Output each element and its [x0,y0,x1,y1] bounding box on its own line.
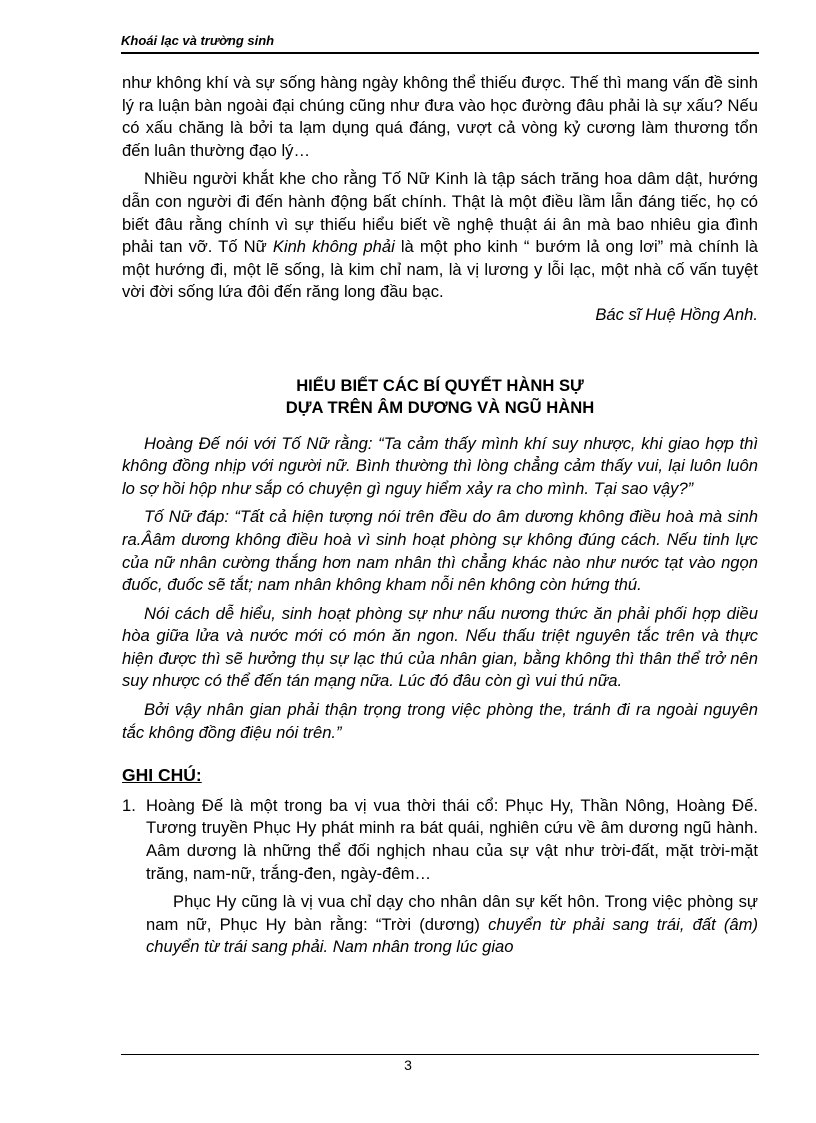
note-subparagraph [146,891,758,959]
section-heading-line-1: HIỂU BIẾT CÁC BÍ QUYẾT HÀNH SỰ [296,375,584,395]
notes-heading: GHI CHÚ: [122,765,202,786]
dialogue-paragraph-1: Hoàng Đế nói với Tố Nữ rằng: “Ta cảm thấy mình khí suy nhược, khi giao hợp thì không đồng nhịp với người nữ. Bình thường thì lòng chẳng cảm thấy vui, lại luôn luôn lo sợ hồi hộp như sắp có chuyện gì nguy hiểm xảy ra cho mình. Tại sao vậy?” [122,433,758,498]
note-subparagraph-italic: chuyển từ phải sang trái, đất (âm) chuyển từ trái sang phải. Nam nhân trong lúc giao [146,914,758,957]
note-subparagraph-part-a: Phục Hy cũng là vị vua chỉ dạy cho nhân dân sự kết hôn. Trong việc phòng sự nam nữ, Phục Hy bàn rằng: “Trời (dương) [146,892,758,934]
section-heading [122,375,758,419]
intro-paragraph-2-italic: Kinh không phải [272,237,395,257]
note-number: 1. [122,795,136,815]
page-number: 3 [404,1057,412,1073]
header-title: Khoái lạc và trường sinh [121,33,275,48]
section-heading-line-2: DỰA TRÊN ÂM DƯƠNG VÀ NGŨ HÀNH [285,397,595,417]
dialogue-paragraph-4: Bởi vậy nhân gian phải thận trọng trong việc phòng the, tránh đi ra ngoài nguyên tắc không đồng điệu nói trên.” [122,700,758,742]
note-text: Hoàng Đế là một trong ba vị vua thời thái cổ: Phục Hy, Thần Nông, Hoàng Đế. Tương truyền Phục Hy phát minh ra bát quái, nghiên cứu về âm dương ngũ hành. Aâm dương là những thể đối nghịch nhau của sự vật như trời-đất, mặt trời-mặt trăng, nam-nữ, trắng-đen, ngày-đêm… [146,795,758,883]
dialogue-paragraph-2: Tố Nữ đáp: “Tất cả hiện tượng nói trên đều do âm dương không điều hoà mà sinh ra.Ââm dương không điều hoà vì sinh hoạt phòng sự không đúng cách. Nếu tinh lực của nữ nhân cường thắng hơn nam nhân thì chẳng khác nào như nước tạt vào ngọn đuốc, đuốc sẽ tắt; nam nhân không kham nỗi nên không còn hứng thú. [122,507,758,595]
intro-paragraph-1: như không khí và sự sống hàng ngày không thể thiếu được. Thế thì mang vấn đề sinh lý ra luận bàn ngoài đại chúng cũng như đưa vào học đường đâu phải là sự xấu? Nếu có xấu chăng là bởi ta lạm dụng quá đáng, vượt cả vòng kỷ cương làm thương tổn đến luân thường đạo lý… [122,73,758,160]
signature: Bác sĩ Huệ Hồng Anh. [595,304,758,324]
intro-paragraph-2-part-a: Nhiều người khắt khe cho rằng Tố Nữ Kinh là tập sách trăng hoa dâm dật, hướng dẫn con người đi đến hành động bất chính. Thật là một điều lầm lẫn đáng tiếc, họ có biết đâu rằng chính vì sự thiếu hiểu biết về nghệ thuật ái ân mà bao nhiêu gia đình phải tan vỡ. Tố Nữ [122,169,758,257]
page-body [122,72,758,959]
intro-paragraph-2 [122,168,758,304]
note-item-1 [122,795,758,885]
running-header [121,30,759,54]
dialogue-paragraph-3: Nói cách dễ hiểu, sinh hoạt phòng sự như nấu nương thức ăn phải phối hợp diều hòa giữa lửa và nước mới có món ăn ngon. Nếu thấu triệt nguyên tắc trên và thực hiện được thì sẽ hưởng thụ sự lạc thú của nhân gian, bằng không thì thân thể trở nên suy nhược có thể đến tán mạng nữa. Lúc đó đâu còn gì vui thú nữa. [122,603,758,691]
footer-rule [121,1054,759,1055]
intro-paragraph-2-part-b: là một pho kinh “ bướm lả ong lơi” mà chính là một hướng đi, một lẽ sống, là kim chỉ nam, là vị lương y lỗi lạc, một nhà cố vấn tuyệt vời đời sống lứa đôi đến răng long đầu bạc. [122,237,758,302]
